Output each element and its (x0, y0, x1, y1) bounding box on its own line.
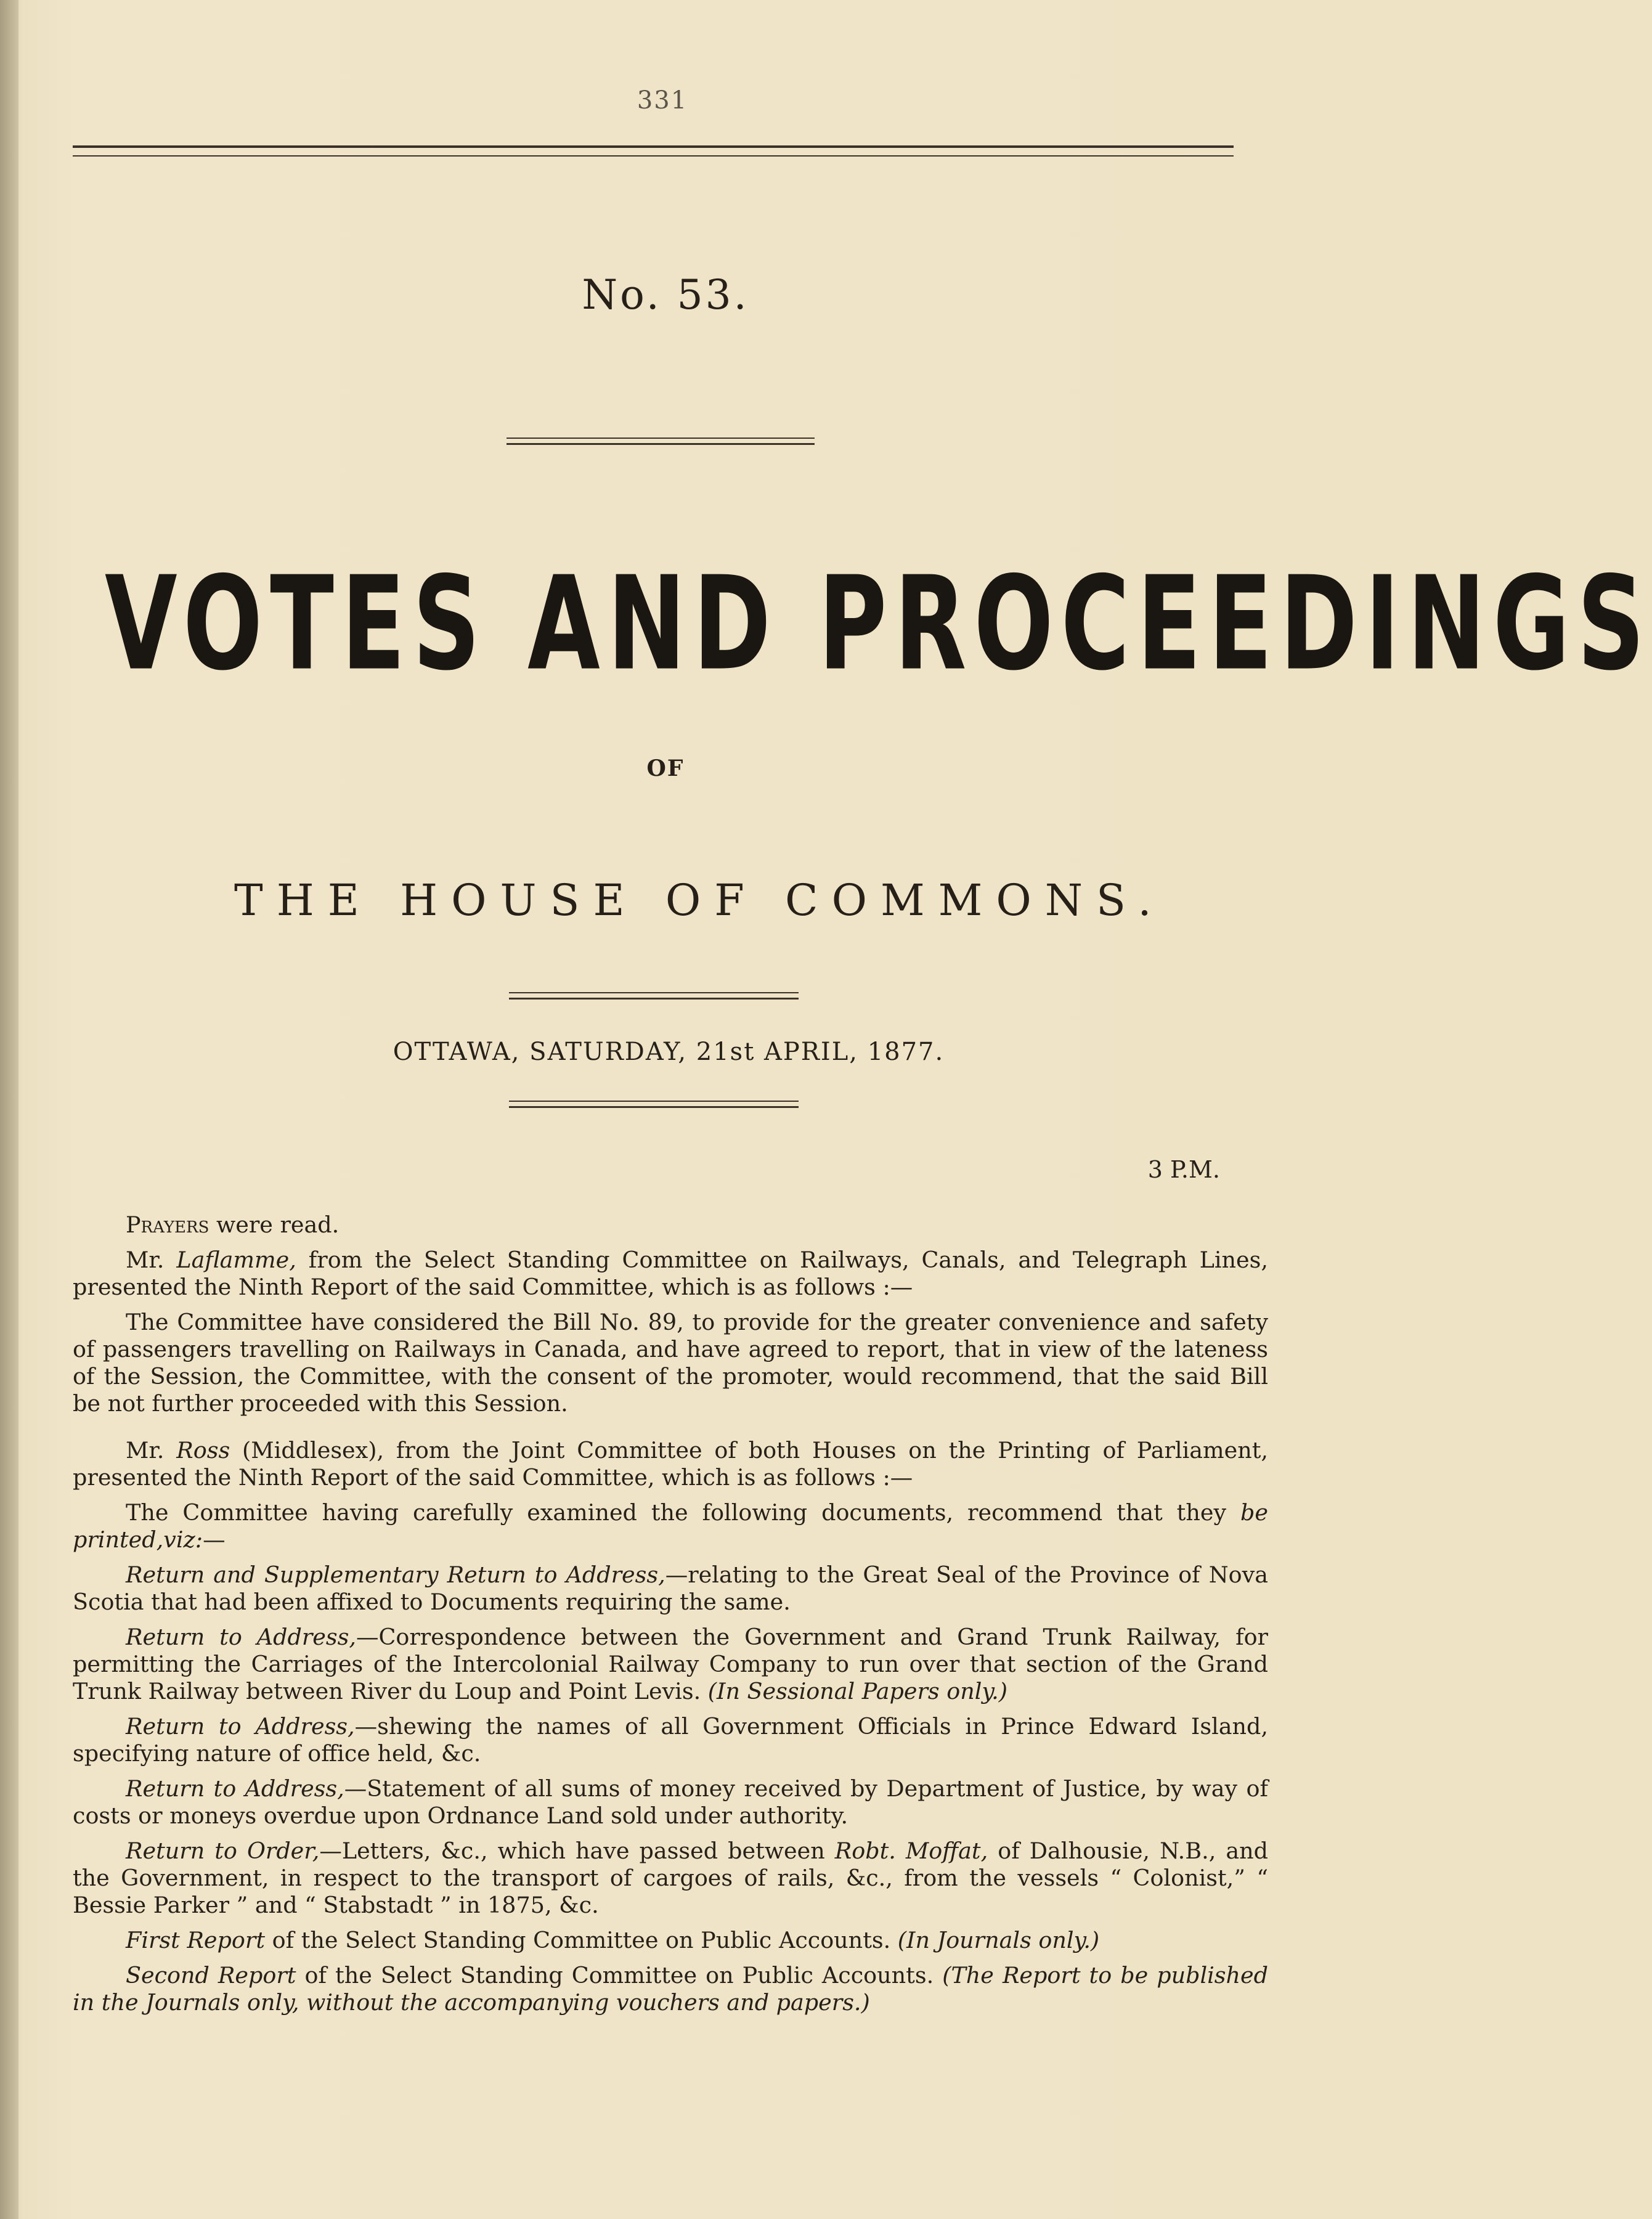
main-title: VOTES AND PROCEEDINGS (105, 548, 1652, 699)
paragraph-first-report: First Report of the Select Standing Committee on Public Accounts. (In Journals only.) (126, 1927, 1100, 1953)
paragraph-return-great-seal: Return and Supplementary Return to Address,—relating to the Great Seal of the Province of Nova Scotia that had been affixed to Documents requiring the same. (73, 1561, 1268, 1615)
date-line: OTTAWA, SATURDAY, 21st APRIL, 1877. (393, 1038, 945, 1066)
header-rule (73, 145, 1234, 157)
member-name: Laflamme, (176, 1247, 296, 1273)
paragraph-second-report: Second Report of the Select Standing Committee on Public Accounts. (The Report to be published in the Journals only, without the accompanying vouchers and papers.) (73, 1962, 1269, 2016)
paragraph-return-grand-trunk: Return to Address,—Correspondence between the Government and Grand Trunk Railway, for permitting the Carriages of the Intercolonial Railway Company to run over that section of the Grand Trunk Railway between River du Loup and Point Levis. (In Sessional Papers only.) (73, 1624, 1269, 1704)
proceedings-body (73, 1211, 1268, 2024)
house-title: THE HOUSE OF COMMONS. (234, 875, 1165, 926)
title-of: OF (646, 755, 685, 781)
sitting-time: 3 P.M. (1147, 1156, 1220, 1183)
issue-number: No. 53. (582, 271, 749, 319)
prayers-lead: Prayers (126, 1211, 210, 1238)
paragraph-laflamme-report: Mr. Laflamme, from the Select Standing Committee on Railways, Canals, and Telegraph Lines, presented the Ninth Report of the said Committee, which is as follows :— (73, 1247, 1268, 1300)
date-rule-bottom (509, 1101, 799, 1108)
title-rule-top (507, 438, 815, 445)
paragraph-printing-recommendation: The Committee having carefully examined the following documents, recommend that they be printed,viz:— (73, 1499, 1268, 1553)
paragraph-return-moffat: Return to Order,—Letters, &c., which have passed between Robt. Moffat, of Dalhousie, N.B., and the Government, in respect to the transport of cargoes of rails, &c., from the vessels “ Colonist,” “ Bessie Parker ” and “ Stabstadt ” in 1875, &c. (73, 1838, 1268, 1918)
paragraph-prayers: Prayers were read. (126, 1211, 340, 1238)
member-name: Ross (176, 1437, 230, 1464)
paragraph-return-pei-officials: Return to Address,—shewing the names of all Government Officials in Prince Edward Island, specifying nature of office held, &c. (73, 1713, 1268, 1767)
page-number: 331 (637, 86, 688, 115)
paragraph-ross-report: Mr. Ross (Middlesex), from the Joint Committee of both Houses on the Printing of Parliament, presented the Ninth Report of the said Committee, which is as follows :— (73, 1437, 1268, 1491)
paragraph-return-justice: Return to Address,—Statement of all sums of money received by Department of Justice, by way of costs or moneys overdue upon Ordnance Land sold under authority. (73, 1775, 1269, 1829)
paragraph-committee-bill: The Committee have considered the Bill No. 89, to provide for the greater convenience and safety of passengers travelling on Railways in Canada, and have agreed to report, that in view of the lateness of the Session, the Committee, with the consent of the promoter, would recommend, that the said Bill be not further proceeded with this Session. (73, 1309, 1268, 1417)
page-binding-edge (0, 0, 18, 2219)
date-rule-top (509, 992, 799, 1000)
